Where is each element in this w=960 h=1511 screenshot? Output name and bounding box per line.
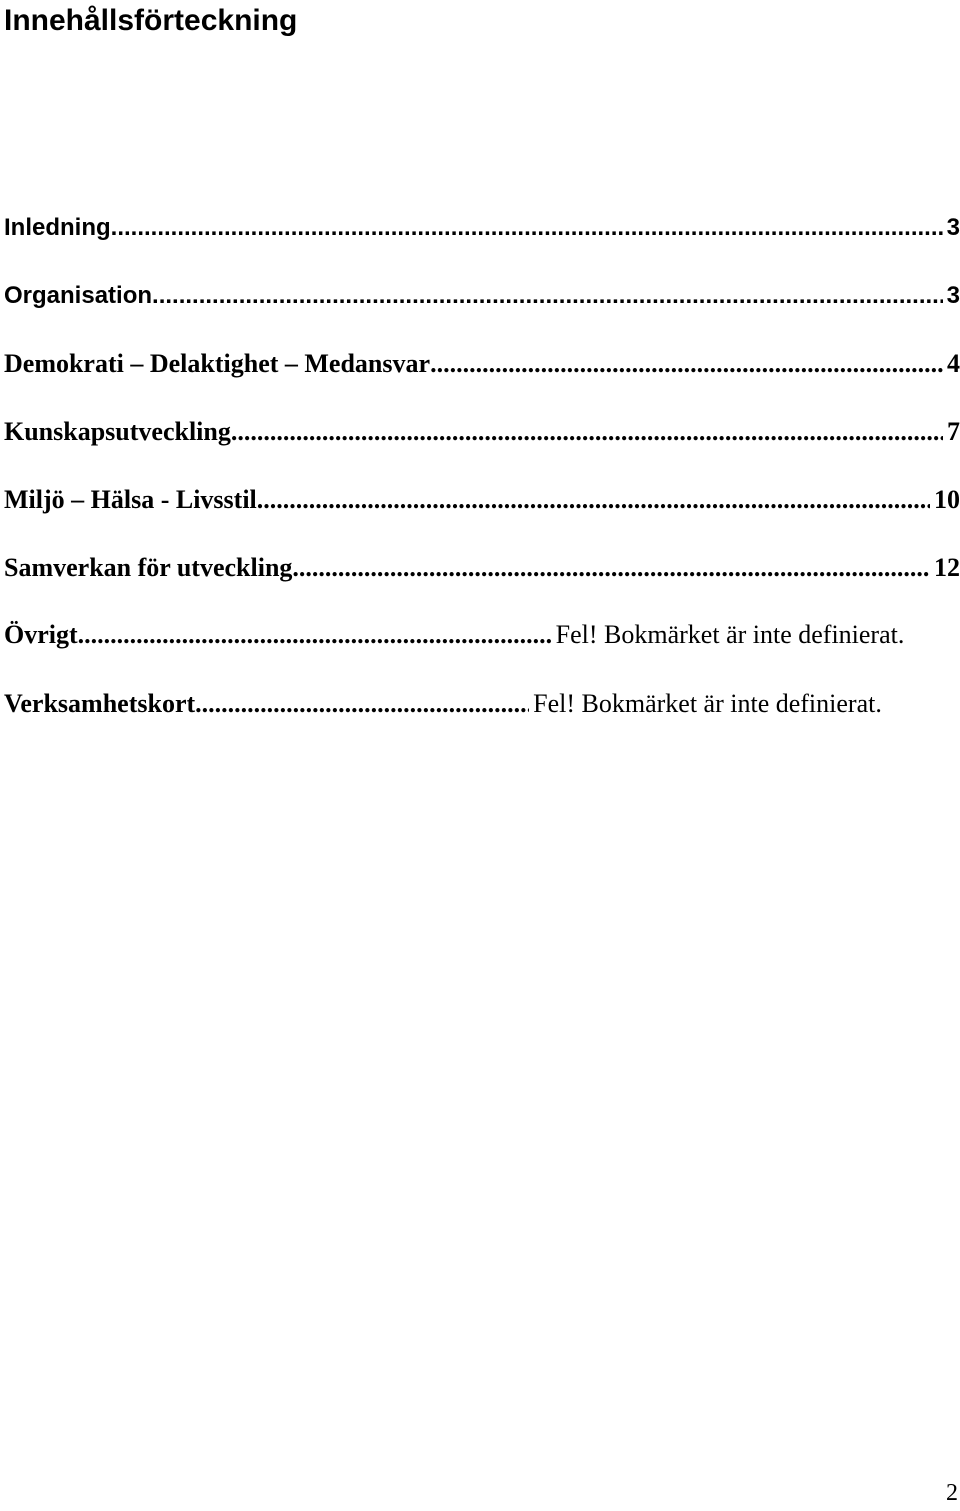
toc-page-number: 12: [934, 553, 960, 582]
toc-dot-leader: [257, 484, 930, 516]
toc-dot-leader: [430, 348, 943, 380]
toc-entry-label: Organisation: [4, 282, 153, 309]
page-title: Innehållsförteckning: [4, 4, 298, 37]
toc-entry-label: Samverkan för utveckling: [4, 553, 293, 582]
toc-page-number: 7: [947, 417, 960, 446]
toc-entry-samverkan[interactable]: [4, 552, 960, 584]
toc-page-number: 3: [946, 282, 960, 309]
toc-dot-leader: [152, 281, 943, 311]
toc-entry-label: Demokrati – Delaktighet – Medansvar: [4, 349, 431, 378]
toc-entry-inledning[interactable]: [4, 213, 960, 243]
toc-dot-leader: [195, 688, 529, 720]
toc-entry-kunskapsutveckling[interactable]: [4, 416, 960, 448]
toc-page-error: Fel! Bokmärket är inte definierat.: [533, 689, 882, 718]
toc-dot-leader: [111, 213, 943, 243]
toc-entry-demokrati[interactable]: [4, 348, 960, 380]
toc-entry-ovrigt[interactable]: [4, 619, 960, 651]
toc-entry-miljo[interactable]: [4, 484, 960, 516]
toc-dot-leader: [231, 416, 943, 448]
toc-entry-label: Övrigt: [4, 620, 78, 649]
toc-entry-organisation[interactable]: [4, 281, 960, 311]
toc-dot-leader: [292, 552, 930, 584]
toc-page-number: 4: [947, 349, 960, 378]
toc-dot-leader: [78, 619, 552, 651]
toc-page-number: 10: [934, 485, 960, 514]
toc-page-error: Fel! Bokmärket är inte definierat.: [555, 620, 905, 649]
toc-page-number: 3: [946, 214, 960, 241]
toc-entry-label: Kunskapsutveckling: [4, 417, 231, 446]
page-number: 2: [946, 1480, 958, 1506]
toc-entry-label: Miljö – Hälsa - Livsstil: [4, 485, 257, 514]
toc-entry-verksamhetskort[interactable]: [4, 688, 960, 720]
toc-entry-label: Inledning: [4, 214, 111, 241]
toc-entry-label: Verksamhetskort: [4, 689, 196, 718]
